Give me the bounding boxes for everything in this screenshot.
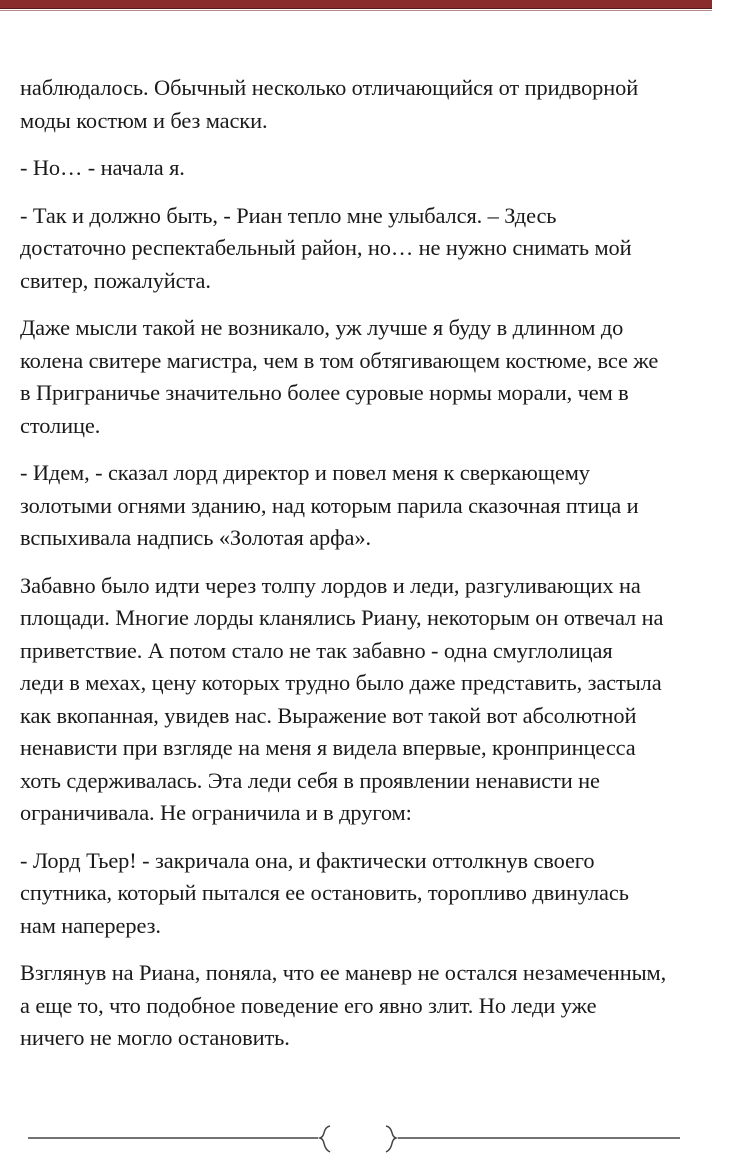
page-body [20,72,748,1070]
paragraph-6: Забавно было идти через толпу лордов и леди, разгуливающих на площади. Многие лорды кланялись Риану, некоторым он отвечал на приветствие. А потом стало не так забавно - одна смуглолицая леди в мехах, цену которых трудно было даже представить, застыла как вкопанная, увидев нас. Выражение вот такой вот абсолютной ненависти при взгляде на меня я видела впервые, кронпринцесса хоть сдерживалась. Эта леди себя в проявлении ненависти не ограничивала. Не ограничила и в другом: [20,572,664,825]
paragraph-4: Даже мысли такой не возникало, уж лучше я буду в длинном до колена свитере магистра, чем в том обтягивающем костюме, все же в Приграничье значительно более суровые нормы морали, чем в столице. [20,315,659,438]
page-divider-ornament [0,1120,754,1160]
paragraph-3: - Так и должно быть, - Риан тепло мне улыбался. – Здесь достаточно респектабельный район, но… не нужно снимать мой свитер, пожалуйста. [20,202,632,293]
paragraph-2: - Но… - начала я. [20,155,185,180]
paragraph-8: Взглянув на Риана, поняла, что ее маневр не остался незамеченным, а еще то, что подобное поведение его явно злит. Но леди уже ничего не могло остановить. [20,960,667,1050]
paragraph-1: наблюдалось. Обычный несколько отличающийся от придворной моды костюм и без маски. [20,75,639,133]
header-rule-thin [0,10,712,11]
paragraph-5: - Идем, - сказал лорд директор и повел меня к сверкающему золотыми огнями зданию, над которым парила сказочная птица и вспыхивала надпись «Золотая арфа». [20,460,639,550]
header-rule [0,0,712,9]
paragraph-7: - Лорд Тьер! - закричала она, и фактически оттолкнув своего спутника, который пытался ее остановить, торопливо двинулась нам наперерез. [20,847,629,938]
footer-divider [0,1120,754,1160]
